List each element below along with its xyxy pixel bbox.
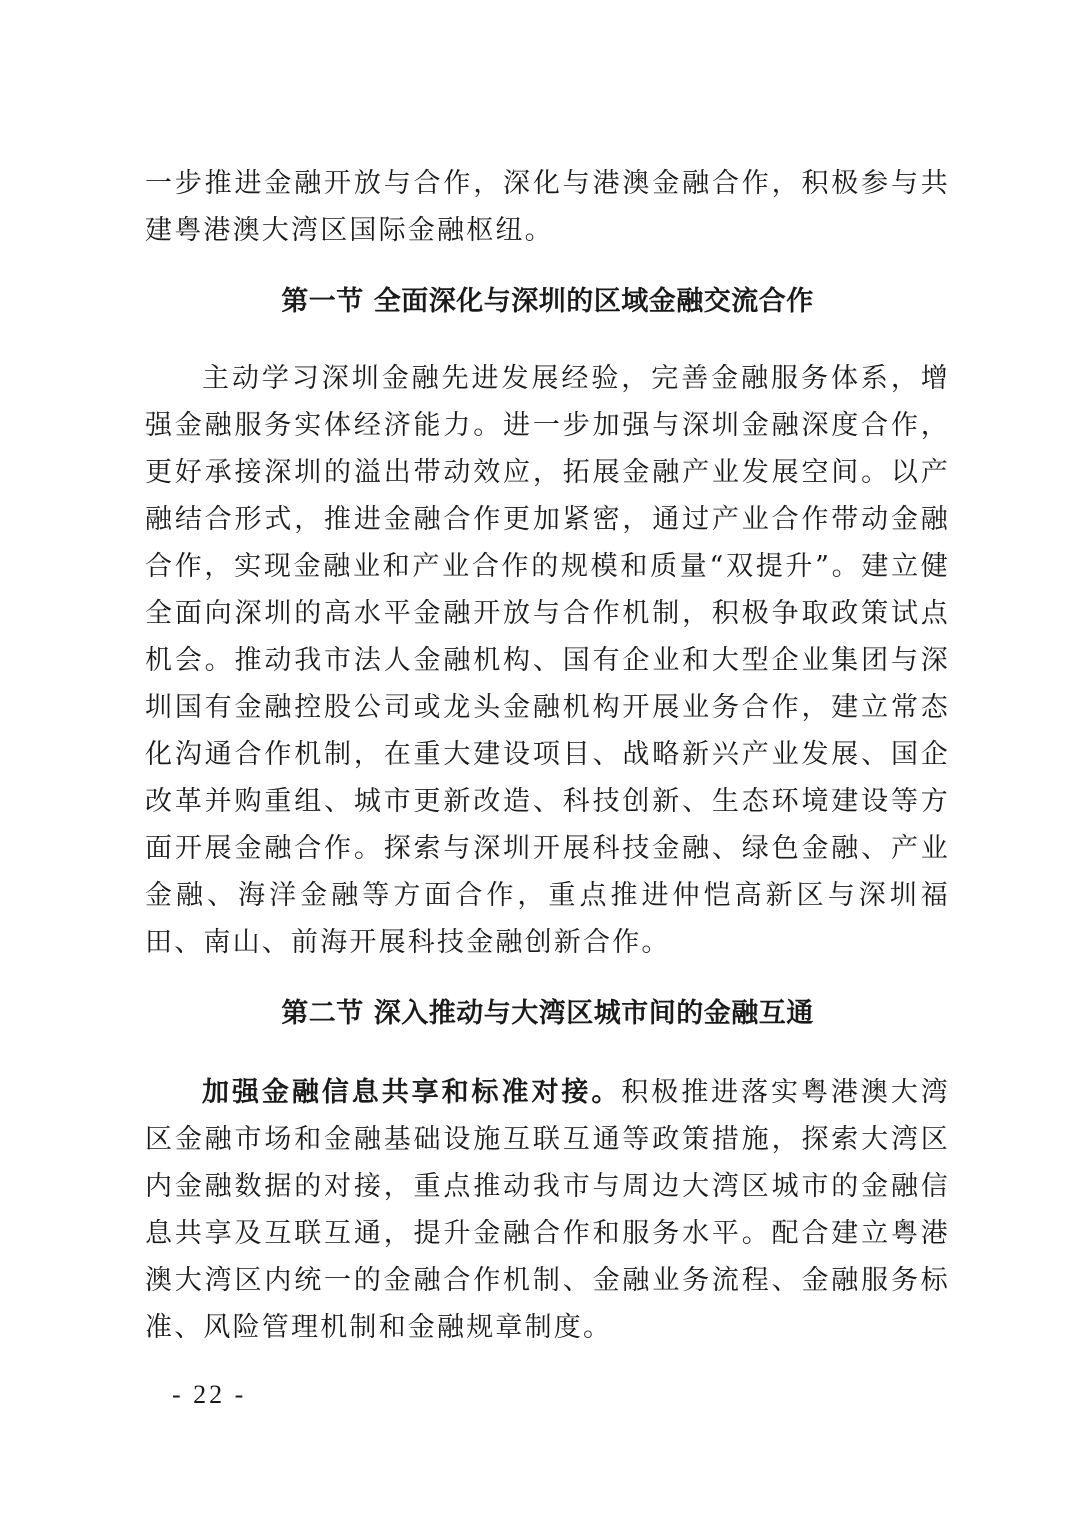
section-2-lead-sentence: 加强金融信息共享和标准对接。: [202, 1077, 622, 1108]
page-number: - 22 -: [172, 1380, 247, 1409]
section-1-heading: 第一节 全面深化与深圳的区域金融交流合作: [281, 286, 814, 317]
section-1-paragraph: 主动学习深圳金融先进发展经验，完善金融服务体系，增强金融服务实体经济能力。进一步加强与深圳金融深度合作，更好承接深圳的溢出带动效应，拓展金融产业发展空间。以产融结合形式，推进金融合作更加紧密，通过产业合作带动金融合作，实现金融业和产业合作的规模和质量“双提升”。建立健全面向深圳的高水平金融开放与合作机制，积极争取政策试点机会。推动我市法人金融机构、国有企业和大型企业集团与深圳国有金融控股公司或龙头金融机构开展业务合作，建立常态化沟通合作机制，在重大建设项目、战略新兴产业发展、国企改革并购重组、城市更新改造、科技创新、生态环境建设等方面开展金融合作。探索与深圳开展科技金融、绿色金融、产业金融、海洋金融等方面合作，重点推进仲恺高新区与深圳福田、南山、前海开展科技金融创新合作。: [145, 363, 950, 958]
section-2-paragraph: [145, 1069, 950, 1351]
section-2-heading: 第二节 深入推动与大湾区城市间的金融互通: [281, 998, 814, 1029]
section-2-body-text: 积极推进落实粤港澳大湾区金融市场和金融基础设施互联互通等政策措施，探索大湾区内金融数据的对接，重点推动我市与周边大湾区城市的金融信息共享及互联互通，提升金融合作和服务水平。配合建立粤港澳大湾区内统一的金融合作机制、金融业务流程、金融服务标准、风险管理机制和金融规章制度。: [145, 1077, 950, 1343]
intro-paragraph: 一步推进金融开放与合作，深化与港澳金融合作，积极参与共建粤港澳大湾区国际金融枢纽。: [145, 168, 950, 246]
